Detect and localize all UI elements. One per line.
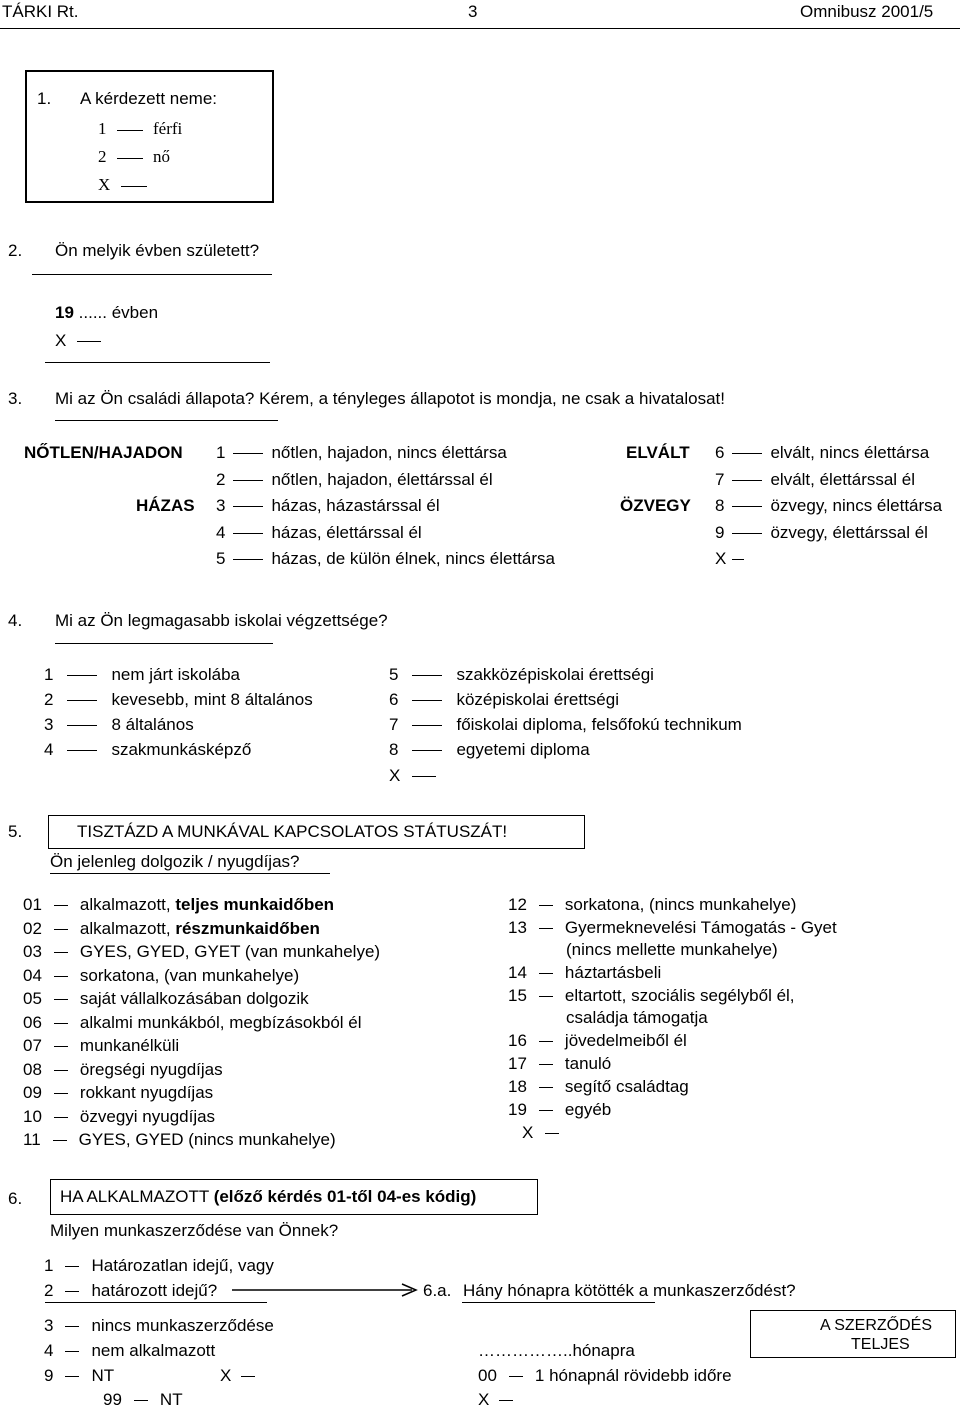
answer-line: [54, 905, 68, 906]
q5-option-label: tanuló: [564, 1054, 612, 1073]
q3-option-code: 4: [216, 523, 226, 542]
q5-underline: [50, 873, 330, 874]
q3-underline: [55, 420, 278, 421]
q5-option-row: [508, 964, 661, 981]
q3-option-code: 6: [715, 443, 725, 462]
contract-box-line1: A SZERZŐDÉS: [820, 1317, 933, 1334]
q4-option-code: 3: [44, 715, 54, 734]
q5-option-label: alkalmazott,: [79, 895, 176, 914]
q3-option-label: házas, de külön élnek, nincs élettársa: [271, 549, 555, 568]
q5-option-row: [23, 920, 320, 937]
q5-option-row: [23, 1037, 179, 1054]
q5-option-code: 09: [23, 1083, 42, 1102]
q5-option-continuation: (nincs mellette munkahelye): [566, 940, 778, 959]
q5-option-row: [23, 967, 299, 984]
q5-option-code: 08: [23, 1060, 42, 1079]
q5-option-code: 19: [508, 1100, 527, 1119]
q3-option-row: [216, 497, 440, 514]
answer-line: [412, 675, 442, 676]
q4-number: 4.: [8, 611, 23, 630]
answer-line: [233, 559, 263, 560]
q5-option-row: [508, 987, 795, 1004]
q2-x-option: [55, 332, 101, 349]
q4-option-label: 8 általános: [111, 715, 194, 734]
answer-line: [54, 976, 68, 977]
q6a-underline: [462, 1302, 655, 1303]
answer-line: [54, 929, 68, 930]
answer-line: [233, 480, 263, 481]
group-label-elvalt: ELVÁLT: [626, 443, 690, 462]
q3-option-row: [216, 444, 507, 461]
x-code: X: [55, 331, 67, 350]
q6a-x-option: [478, 1391, 513, 1408]
goto-arrow-icon: [232, 1282, 422, 1298]
q1-option-row: [98, 176, 153, 193]
q3-title: Mi az Ön családi állapota? Kérem, a tényleges állapotot is mondja, ne csak a hivatalosat!: [55, 389, 725, 408]
q4-option-label: nem járt iskolába: [111, 665, 240, 684]
x-code: X: [220, 1366, 232, 1385]
answer-line: [499, 1400, 513, 1401]
q1-number: 1.: [37, 89, 52, 108]
q5-instruction: TISZTÁZD A MUNKÁVAL KAPCSOLATOS STÁTUSZÁT!: [77, 822, 508, 841]
answer-line: [539, 928, 553, 929]
q5-option-row: [508, 1032, 687, 1049]
q5-option-label: egyéb: [564, 1100, 612, 1119]
answer-line: [54, 1023, 68, 1024]
q5-option-code: 07: [23, 1036, 42, 1055]
q3-option-label: nőtlen, hajadon, élettárssal él: [271, 470, 493, 489]
q6-option-code: 2: [44, 1281, 54, 1300]
q5-option-label: özvegyi nyugdíjas: [79, 1107, 216, 1126]
q5-option-label: sorkatona, (van munkahelye): [79, 966, 300, 985]
answer-line: [732, 480, 762, 481]
answer-line: [67, 725, 97, 726]
q1-option-label: nő: [153, 147, 170, 166]
answer-line: [539, 1041, 553, 1042]
answer-line: [539, 1087, 553, 1088]
contract-box-line2: TELJES: [851, 1336, 910, 1353]
answer-line: [54, 1070, 68, 1071]
q3-option-row: [216, 471, 493, 488]
q4-option-row: [44, 716, 194, 733]
q6a-option-row: [478, 1367, 732, 1384]
q3-option-label: házas, élettárssal él: [271, 523, 422, 542]
q4-option-label: középiskolai érettségi: [456, 690, 619, 709]
q4-option-code: 2: [44, 690, 54, 709]
answer-line: [241, 1376, 255, 1377]
q5-option-label: eltartott, szociális segélyből él,: [564, 986, 795, 1005]
q3-option-code: 3: [216, 496, 226, 515]
q1-option-code: X: [98, 175, 111, 194]
q5-option-code: X: [522, 1123, 534, 1142]
q5-option-label: rokkant nyugdíjas: [79, 1083, 214, 1102]
q4-option-code: 8: [389, 740, 399, 759]
q6-option-label: Határozatlan idejű, vagy: [91, 1256, 274, 1275]
answer-line: [54, 999, 68, 1000]
year-suffix: ...... évben: [78, 303, 159, 322]
answer-line: [117, 130, 143, 131]
answer-line: [54, 1117, 68, 1118]
answer-line: [732, 506, 762, 507]
q6-option-row: [44, 1282, 217, 1299]
q5-option-label: jövedelmeiből él: [564, 1031, 687, 1050]
year-prefix: 19: [55, 303, 74, 322]
q3-option-label: nőtlen, hajadon, nincs élettársa: [271, 443, 507, 462]
answer-line: [54, 1046, 68, 1047]
q2-title: Ön melyik évben született?: [55, 241, 260, 260]
q3-option-row: [715, 550, 750, 567]
q5-option-code: 06: [23, 1013, 42, 1032]
q5-option-row: [23, 1108, 215, 1125]
q4-option-row: [44, 741, 251, 758]
q4-option-row: [44, 666, 240, 683]
q5-title: Ön jelenleg dolgozik / nyugdíjas?: [50, 852, 300, 871]
answer-line: [65, 1351, 79, 1352]
q4-option-code: 7: [389, 715, 399, 734]
q4-option-label: egyetemi diploma: [456, 740, 590, 759]
q1-option-code: 2: [98, 147, 107, 166]
q1-option-label: férfi: [153, 119, 183, 138]
q6-option-code: 3: [44, 1316, 54, 1335]
q3-option-label: özvegy, nincs élettársa: [770, 496, 943, 515]
q2-number: 2.: [8, 241, 23, 260]
q4-option-row: [44, 691, 313, 708]
answer-line: [233, 506, 263, 507]
answer-line: [54, 1093, 68, 1094]
answer-line: [539, 1110, 553, 1111]
q5-option-label: GYES, GYED (nincs munkahelye): [78, 1130, 336, 1149]
answer-line: [53, 1140, 67, 1141]
q5-option-code: 10: [23, 1107, 42, 1126]
q6-group-rule: [45, 1302, 267, 1303]
q3-option-code: 8: [715, 496, 725, 515]
q4-option-code: 5: [389, 665, 399, 684]
q6-x-option: [220, 1367, 255, 1384]
q5-option-code: 13: [508, 918, 527, 937]
answer-line: [117, 158, 143, 159]
q6-sub-code: 99: [103, 1390, 122, 1409]
q5-option-row: [23, 1084, 213, 1101]
q5-option-code: 18: [508, 1077, 527, 1096]
answer-line: [539, 996, 553, 997]
q5-option-label: alkalmazott,: [79, 919, 176, 938]
q1-option-row: [98, 120, 182, 137]
q3-option-row: [715, 497, 942, 514]
answer-line: [412, 750, 442, 751]
q5-option-row: [23, 1014, 362, 1031]
q5-option-row: [23, 896, 334, 913]
q3-option-code: X: [715, 549, 727, 568]
q5-option-code: 15: [508, 986, 527, 1005]
q2-underline: [32, 274, 272, 275]
q6a-option-code: 00: [478, 1366, 497, 1385]
q5-option-row: [23, 1061, 223, 1078]
q4-option-row: [389, 691, 619, 708]
q5-option-row: [508, 1078, 689, 1095]
q5-option-label: Gyermeknevelési Támogatás - Gyet: [564, 918, 837, 937]
answer-line: [65, 1291, 79, 1292]
q4-option-label: szakmunkásképző: [111, 740, 252, 759]
q5-option-code: 16: [508, 1031, 527, 1050]
q6a-number: 6.a.: [423, 1281, 452, 1300]
q5-option-code: 12: [508, 895, 527, 914]
q5-option-label-bold: részmunkaidőben: [175, 919, 320, 938]
q5-number: 5.: [8, 822, 23, 841]
q3-option-label: özvegy, élettárssal él: [770, 523, 928, 542]
answer-line: [65, 1326, 79, 1327]
answer-line: [509, 1376, 523, 1377]
q5-option-code: 11: [23, 1130, 41, 1149]
answer-line: [65, 1376, 79, 1377]
q6a-title: Hány hónapra kötötték a munkaszerződést?: [463, 1281, 796, 1300]
q2-answer: [55, 304, 158, 321]
answer-line: [539, 1064, 553, 1065]
q1-title: A kérdezett neme:: [80, 89, 218, 108]
q6-option-code: 1: [44, 1256, 54, 1275]
q3-number: 3.: [8, 389, 23, 408]
answer-line: [539, 973, 553, 974]
answer-line: [134, 1400, 148, 1401]
q5-option-label-bold: teljes munkaidőben: [175, 895, 335, 914]
q6-option-code: 9: [44, 1366, 54, 1385]
answer-line: [545, 1133, 559, 1134]
answer-line: [732, 533, 762, 534]
q6a-option-label: 1 hónapnál rövidebb időre: [534, 1366, 732, 1385]
answer-line: [233, 453, 263, 454]
q6-option-row: [44, 1317, 274, 1334]
answer-line: [732, 453, 762, 454]
answer-line: [412, 700, 442, 701]
q5-option-code: 04: [23, 966, 42, 985]
q3-option-code: 9: [715, 523, 725, 542]
instruction-bold: (előző kérdés 01-től 04-es kódig): [213, 1187, 477, 1206]
q5-option-code: 02: [23, 919, 42, 938]
q4-option-label: szakközépiskolai érettségi: [456, 665, 654, 684]
q3-option-code: 1: [216, 443, 226, 462]
q5-option-continuation: családja támogatja: [566, 1008, 708, 1027]
q4-option-row: [389, 767, 448, 784]
q4-title: Mi az Ön legmagasabb iskolai végzettsége?: [55, 611, 388, 630]
q4-option-label: főiskolai diploma, felsőfokú technikum: [456, 715, 742, 734]
q4-option-row: [389, 741, 590, 758]
q3-option-code: 5: [216, 549, 226, 568]
q6-option-row: [44, 1342, 215, 1359]
q5-option-label: segítő családtag: [564, 1077, 689, 1096]
q2-bottom-rule: [45, 362, 270, 363]
q5-option-row: [508, 896, 796, 913]
q3-option-row: [715, 471, 915, 488]
q5-option-label: sorkatona, (nincs munkahelye): [564, 895, 797, 914]
q6-instruction: [60, 1188, 476, 1205]
header-right: Omnibusz 2001/5: [800, 2, 934, 21]
q3-option-row: [216, 524, 422, 541]
q5-option-code: 01: [23, 895, 42, 914]
q6-title: Milyen munkaszerződése van Önnek?: [50, 1221, 339, 1240]
q5-option-code: 17: [508, 1054, 527, 1073]
q5-option-row: [508, 1101, 611, 1118]
q6-option-label: nem alkalmazott: [91, 1341, 216, 1360]
answer-line: [732, 559, 744, 560]
answer-line: [77, 341, 101, 342]
q3-option-row: [216, 550, 555, 567]
q4-option-code: 6: [389, 690, 399, 709]
q5-option-label: munkanélküli: [79, 1036, 180, 1055]
group-label-ozvegy: ÖZVEGY: [620, 496, 691, 515]
answer-line: [67, 750, 97, 751]
q5-option-row: [508, 1055, 611, 1072]
q6-option-code: 4: [44, 1341, 54, 1360]
q3-option-code: 7: [715, 470, 725, 489]
answer-line: [54, 952, 68, 953]
q4-option-code: 1: [44, 665, 54, 684]
q5-option-label: öregségi nyugdíjas: [79, 1060, 223, 1079]
q5-option-row: [508, 919, 837, 936]
answer-line: [539, 905, 553, 906]
q5-option-code: 14: [508, 963, 527, 982]
q6-number: 6.: [8, 1189, 23, 1208]
answer-line: [233, 533, 263, 534]
q3-option-code: 2: [216, 470, 226, 489]
answer-line: [67, 675, 97, 676]
q3-option-label: elvált, élettárssal él: [770, 470, 916, 489]
page-number: 3: [468, 2, 478, 21]
answer-line: [67, 700, 97, 701]
q6-option-label: nincs munkaszerződése: [91, 1316, 274, 1335]
q4-option-row: [389, 716, 742, 733]
q5-option-code: 03: [23, 942, 42, 961]
q5-option-row: [23, 990, 309, 1007]
q5-option-label: GYES, GYED, GYET (van munkahelye): [79, 942, 381, 961]
q5-option-row: [522, 1124, 571, 1141]
q5-option-label: saját vállalkozásában dolgozik: [79, 989, 309, 1008]
q1-option-row: [98, 148, 170, 165]
q4-option-code: X: [389, 766, 401, 785]
q5-option-row: [23, 1131, 336, 1148]
q4-option-row: [389, 666, 654, 683]
q3-option-row: [715, 524, 928, 541]
q4-option-code: 4: [44, 740, 54, 759]
answer-line: [65, 1266, 79, 1267]
x-code: X: [478, 1390, 490, 1409]
answer-line: [412, 776, 436, 777]
q6-sub-option: [103, 1391, 183, 1408]
q6a-answer: ……………..hónapra: [478, 1341, 635, 1360]
q6-option-label: határozott idejű?: [91, 1281, 218, 1300]
group-label-notlen: NŐTLEN/HAJADON: [24, 443, 183, 462]
q3-option-row: [715, 444, 929, 461]
q6-option-row: [44, 1367, 114, 1384]
instruction-plain: HA ALKALMAZOTT: [60, 1187, 214, 1206]
q3-option-label: házas, házastárssal él: [271, 496, 440, 515]
header-left: TÁRKI Rt.: [2, 2, 79, 21]
answer-line: [412, 725, 442, 726]
q6-sub-label: NT: [159, 1390, 183, 1409]
q5-option-label: háztartásbeli: [564, 963, 662, 982]
q5-option-code: 05: [23, 989, 42, 1008]
header-rule: [0, 28, 960, 29]
q5-option-row: [23, 943, 380, 960]
q1-option-code: 1: [98, 119, 107, 138]
q3-option-label: elvált, nincs élettársa: [770, 443, 930, 462]
answer-line: [121, 186, 147, 187]
q5-option-label: alkalmi munkákból, megbízásokból él: [79, 1013, 362, 1032]
q4-option-label: kevesebb, mint 8 általános: [111, 690, 313, 709]
group-label-hazas: HÁZAS: [136, 496, 195, 515]
q6-option-label: NT: [91, 1366, 115, 1385]
q6-option-row: [44, 1257, 274, 1274]
q4-underline: [55, 643, 273, 644]
